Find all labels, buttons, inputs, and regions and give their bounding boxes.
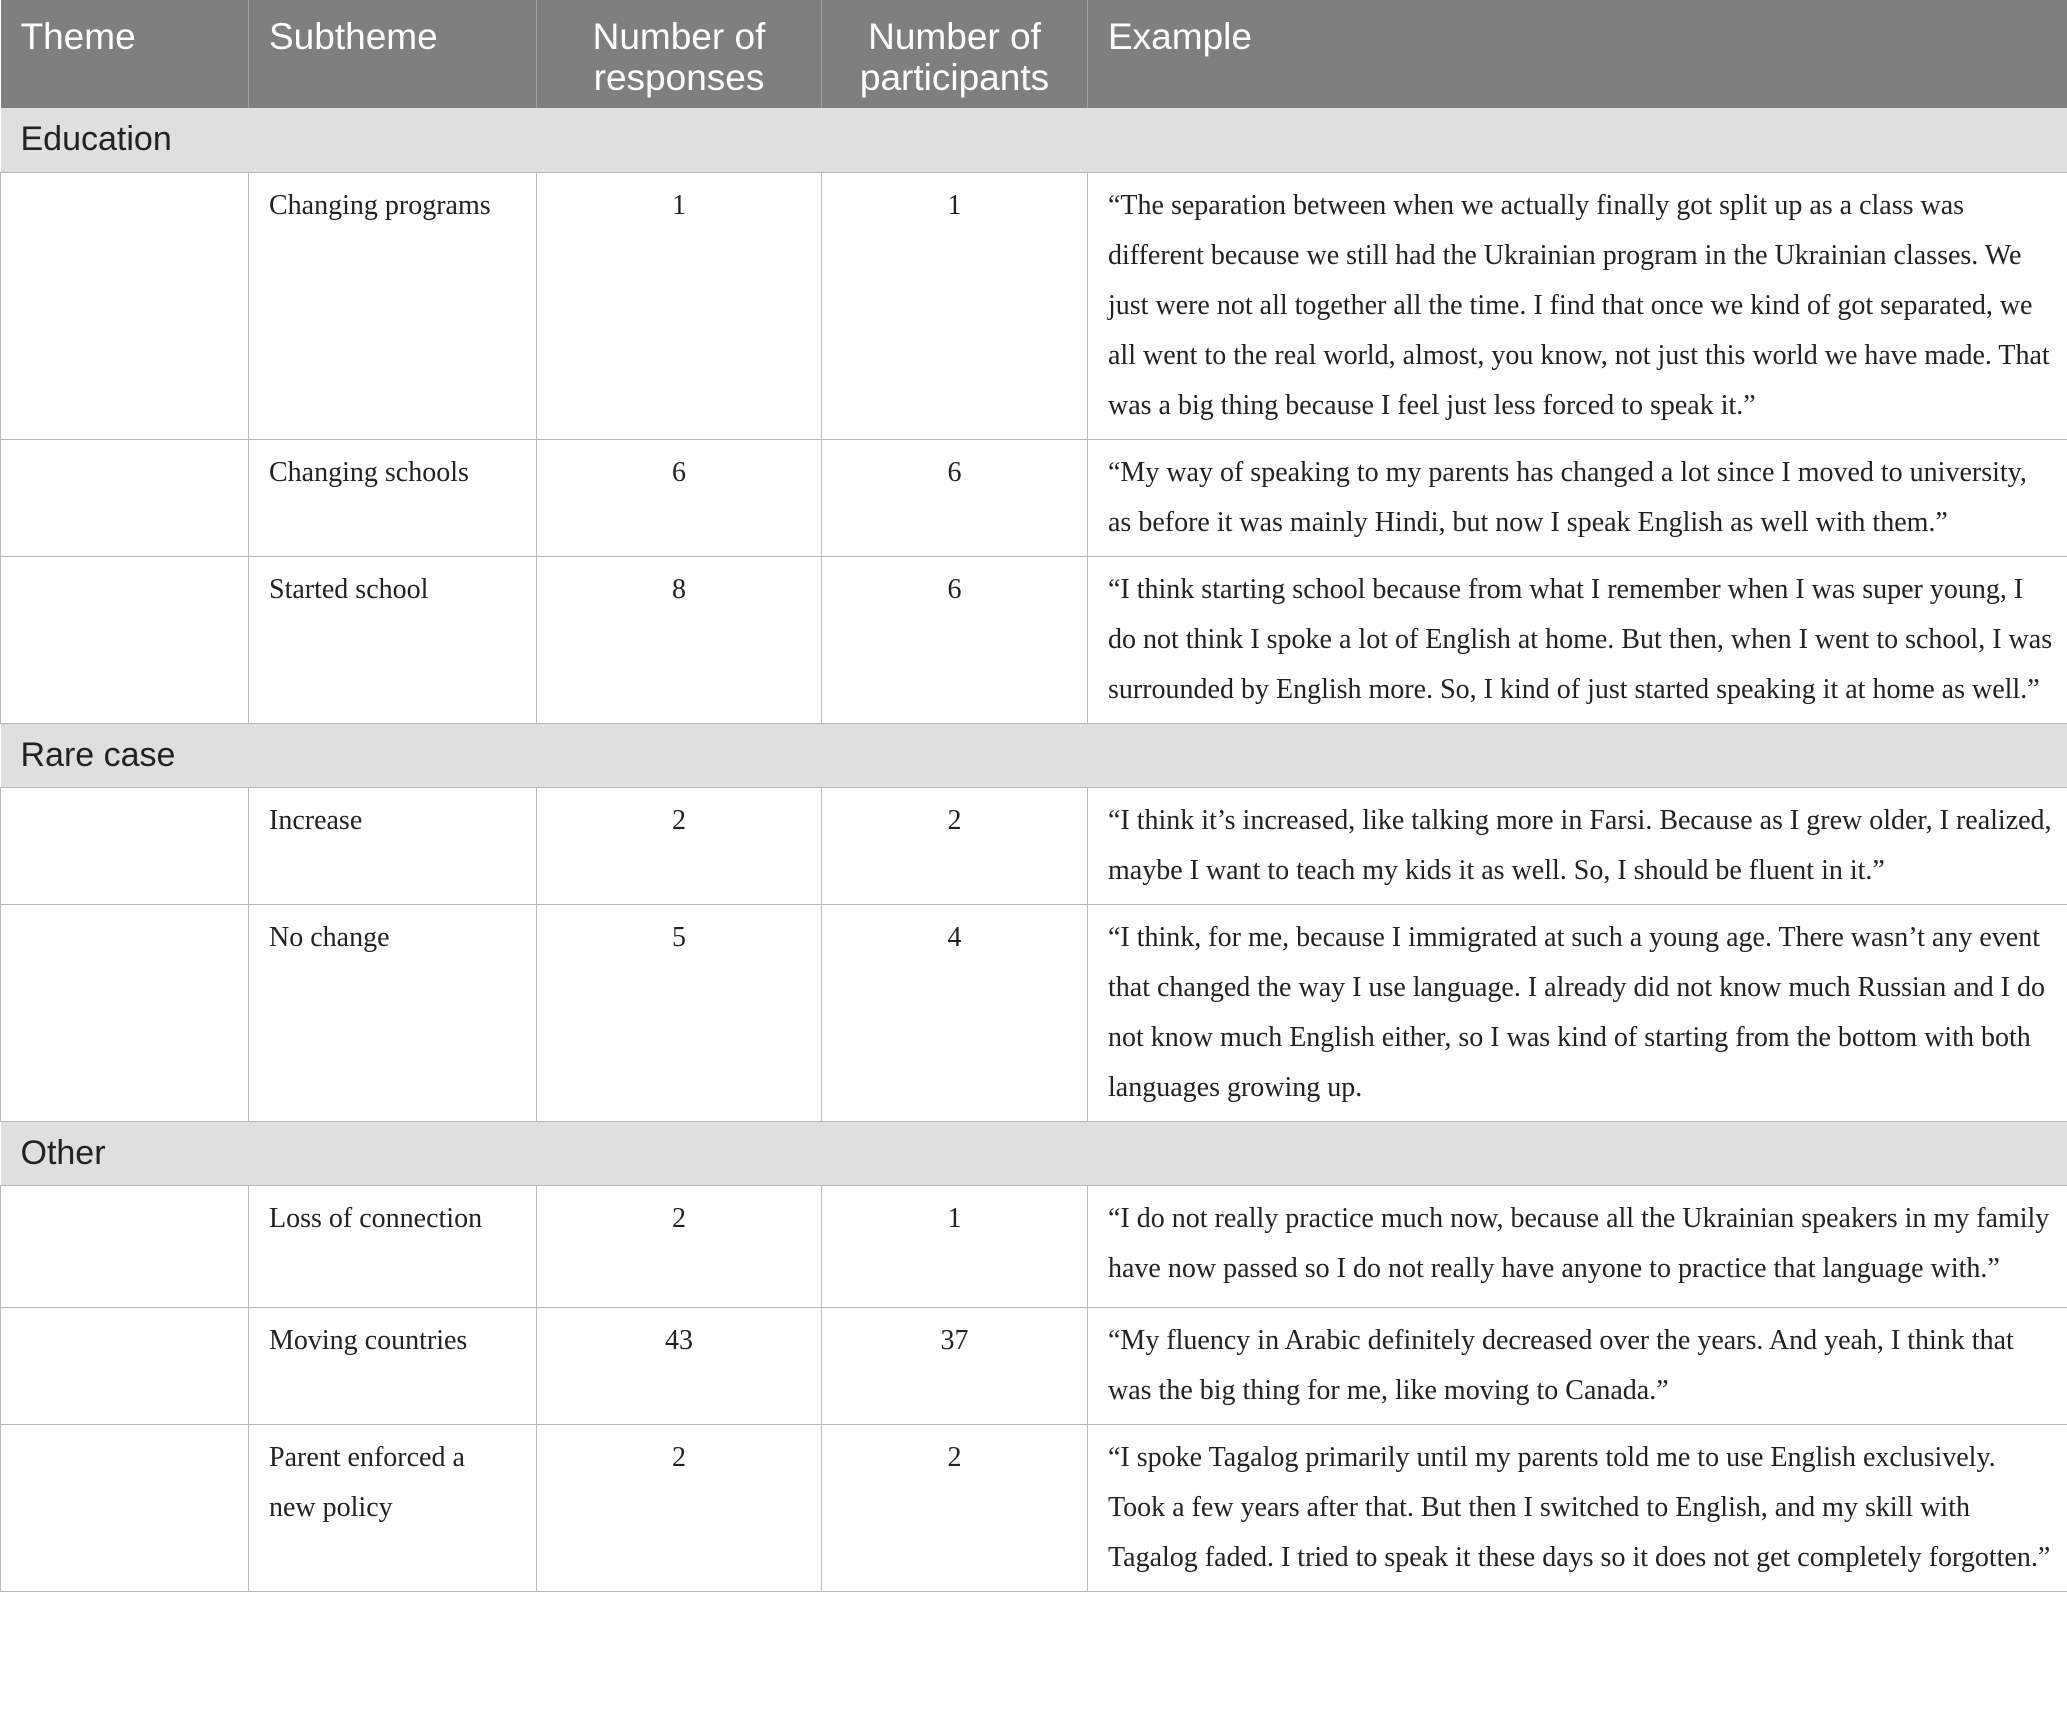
participants-cell: 37 bbox=[822, 1307, 1088, 1424]
subtheme-cell: Loss of connection bbox=[249, 1185, 537, 1307]
responses-cell: 43 bbox=[537, 1307, 822, 1424]
table-row bbox=[1, 904, 2067, 1121]
theme-label: Education bbox=[1, 108, 2067, 172]
subtheme-cell: Started school bbox=[249, 556, 537, 723]
table-body bbox=[1, 108, 2067, 1591]
header-subtheme: Subtheme bbox=[249, 0, 537, 108]
participants-cell: 2 bbox=[822, 1424, 1088, 1591]
subtheme-cell: Parent enforced a new policy bbox=[249, 1424, 537, 1591]
subtheme-cell: Changing programs bbox=[249, 172, 537, 439]
responses-cell: 8 bbox=[537, 556, 822, 723]
header-number-of-responses bbox=[537, 0, 822, 108]
subtheme-cell: Changing schools bbox=[249, 439, 537, 556]
header-number-of-participants bbox=[822, 0, 1088, 108]
example-cell: “The separation between when we actually finally got split up as a class was different because we still had the Ukrainian program in the Ukrainian classes. We just were not all together all the time. I find that once we kind of got separated, we all went to the real world, almost, you know, not just this world we have made. That was a big thing because I feel just less forced to speak it.” bbox=[1088, 172, 2067, 439]
table-row bbox=[1, 1185, 2067, 1307]
subtheme-cell: No change bbox=[249, 904, 537, 1121]
header-row bbox=[1, 0, 2067, 108]
theme-row-education bbox=[1, 108, 2067, 172]
theme-cell bbox=[1, 556, 249, 723]
responses-cell: 2 bbox=[537, 787, 822, 904]
theme-row-other bbox=[1, 1121, 2067, 1185]
example-cell: “I do not really practice much now, because all the Ukrainian speakers in my family have now passed so I do not really have anyone to practice that language with.” bbox=[1088, 1185, 2067, 1307]
table-row bbox=[1, 787, 2067, 904]
theme-cell bbox=[1, 787, 249, 904]
example-cell: “I spoke Tagalog primarily until my parents told me to use English exclusively. Took a few years after that. But then I switched to English, and my skill with Tagalog faded. I tried to speak it these days so it does not get completely forgotten.” bbox=[1088, 1424, 2067, 1591]
subtheme-cell: Moving countries bbox=[249, 1307, 537, 1424]
theme-cell bbox=[1, 1185, 249, 1307]
theme-cell bbox=[1, 904, 249, 1121]
theme-label: Other bbox=[1, 1121, 2067, 1185]
header-example: Example bbox=[1088, 0, 2067, 108]
participants-cell: 6 bbox=[822, 556, 1088, 723]
theme-row-rare-case bbox=[1, 723, 2067, 787]
theme-label: Rare case bbox=[1, 723, 2067, 787]
example-cell: “I think, for me, because I immigrated at such a young age. There wasn’t any event that changed the way I use language. I already did not know much Russian and I do not know much English either, so I was kind of starting from the bottom with both languages growing up. bbox=[1088, 904, 2067, 1121]
theme-cell bbox=[1, 1424, 249, 1591]
table-row bbox=[1, 439, 2067, 556]
header-participants-line1: Number of bbox=[868, 16, 1041, 57]
example-cell: “My way of speaking to my parents has changed a lot since I moved to university, as before it was mainly Hindi, but now I speak English as well with them.” bbox=[1088, 439, 2067, 556]
responses-cell: 5 bbox=[537, 904, 822, 1121]
participants-cell: 4 bbox=[822, 904, 1088, 1121]
header-theme: Theme bbox=[1, 0, 249, 108]
table-header bbox=[1, 0, 2067, 108]
responses-cell: 2 bbox=[537, 1185, 822, 1307]
responses-cell: 6 bbox=[537, 439, 822, 556]
participants-cell: 1 bbox=[822, 1185, 1088, 1307]
theme-cell bbox=[1, 172, 249, 439]
header-responses-line2: responses bbox=[593, 57, 765, 98]
table-row bbox=[1, 556, 2067, 723]
responses-cell: 2 bbox=[537, 1424, 822, 1591]
participants-cell: 6 bbox=[822, 439, 1088, 556]
responses-cell: 1 bbox=[537, 172, 822, 439]
participants-cell: 2 bbox=[822, 787, 1088, 904]
header-participants-line2: participants bbox=[859, 57, 1050, 98]
subtheme-cell: Increase bbox=[249, 787, 537, 904]
participants-cell: 1 bbox=[822, 172, 1088, 439]
table-row bbox=[1, 1307, 2067, 1424]
example-cell: “I think it’s increased, like talking more in Farsi. Because as I grew older, I realized, maybe I want to teach my kids it as well. So, I should be fluent in it.” bbox=[1088, 787, 2067, 904]
table-row bbox=[1, 1424, 2067, 1591]
example-cell: “My fluency in Arabic definitely decreased over the years. And yeah, I think that was the big thing for me, like moving to Canada.” bbox=[1088, 1307, 2067, 1424]
theme-cell bbox=[1, 1307, 249, 1424]
table-row bbox=[1, 172, 2067, 439]
header-responses-line1: Number of bbox=[592, 16, 766, 57]
theme-cell bbox=[1, 439, 249, 556]
example-cell: “I think starting school because from what I remember when I was super young, I do not think I spoke a lot of English at home. But then, when I went to school, I was surrounded by English more. So, I kind of just started speaking it at home as well.” bbox=[1088, 556, 2067, 723]
